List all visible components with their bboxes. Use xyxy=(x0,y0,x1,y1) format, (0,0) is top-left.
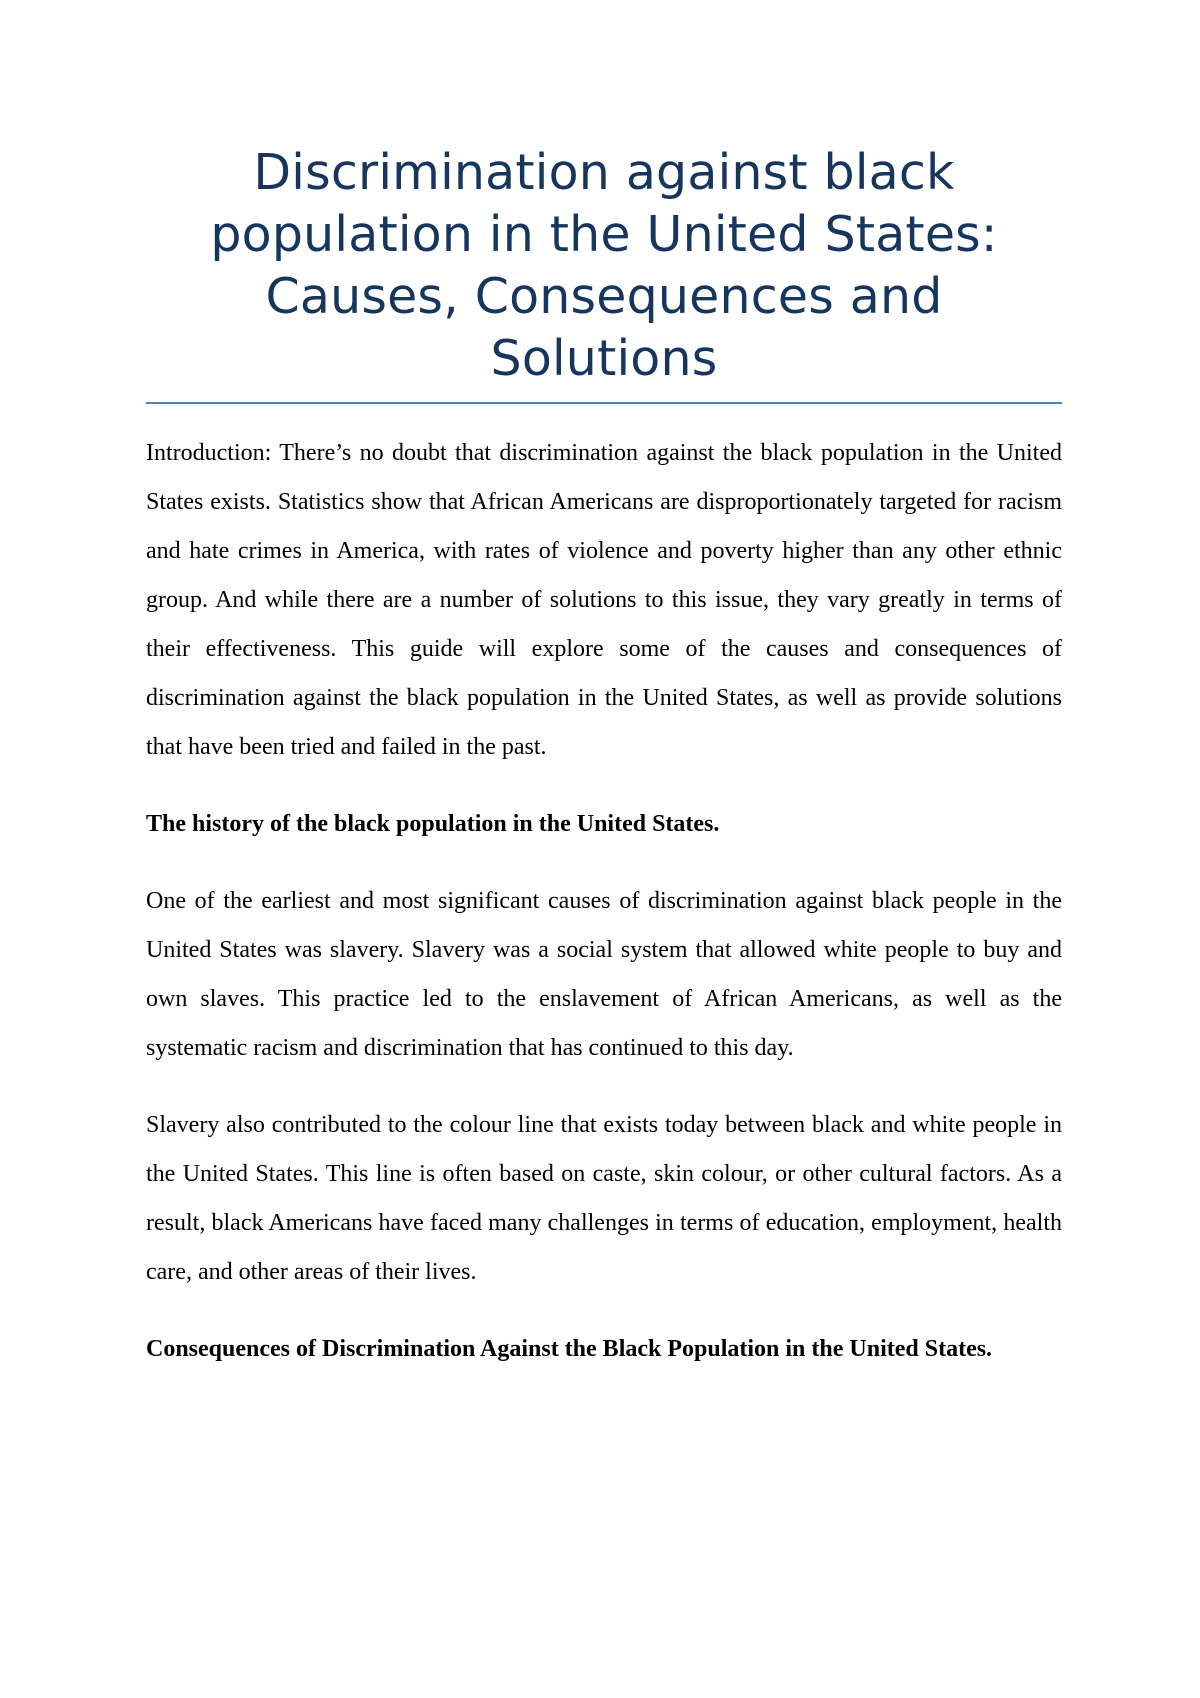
document-body xyxy=(146,142,1062,1374)
history-paragraph-1: One of the earliest and most significant causes of discrimination against black people in the United States was slavery. Slavery was a social system that allowed white people to buy and own slaves. This practice led to the enslavement of African Americans, as well as the systematic racism and discrimination that has continued to this day. xyxy=(146,888,1062,1061)
history-paragraph-2: Slavery also contributed to the colour line that exists today between black and white people in the United States. This line is often based on caste, skin colour, or other cultural factors. As a result, black Americans have faced many challenges in terms of education, employment, health care, and other areas of their lives. xyxy=(146,1112,1062,1285)
document-title: Discrimination against black population in the United States: Causes, Consequences and Solutions xyxy=(210,144,998,387)
section-heading-consequences: Consequences of Discrimination Against the Black Population in the United States. xyxy=(146,1336,993,1362)
intro-paragraph: Introduction: There’s no doubt that discrimination against the black population in the United States exists. Statistics show that African Americans are disproportionately targeted for racism and hate crimes in America, with rates of violence and poverty higher than any other ethnic group. And while there are a number of solutions to this issue, they vary greatly in terms of their effectiveness. This guide will explore some of the causes and consequences of discrimination against the black population in the United States, as well as provide solutions that have been tried and failed in the past. xyxy=(146,440,1062,760)
title-underline-rule xyxy=(146,402,1062,404)
section-heading-history: The history of the black population in the United States. xyxy=(146,811,720,837)
